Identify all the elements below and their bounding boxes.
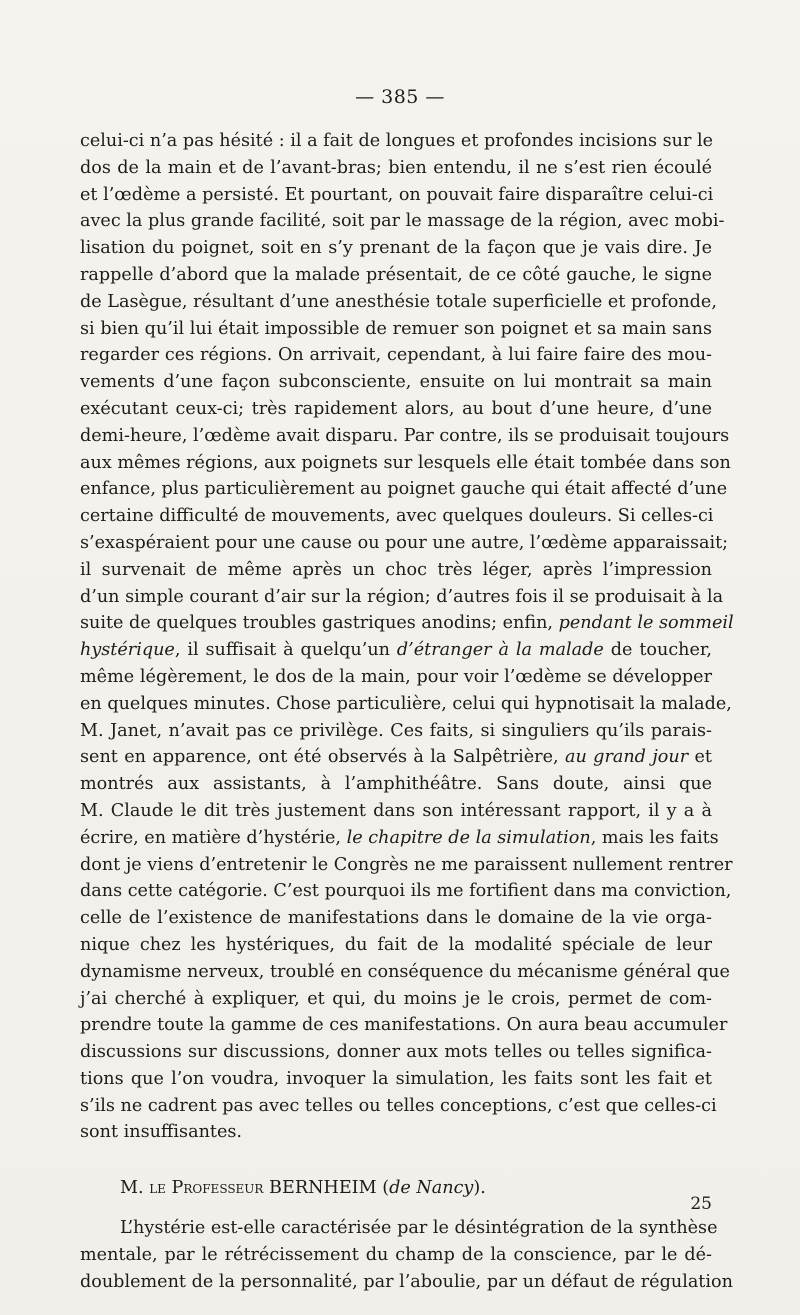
text-line: mentale, par le rétrécissement du champ de la conscience, par le dé- [80, 1244, 712, 1265]
text-line: tions que l’on voudra, invoquer la simulation, les faits sont les fait et [80, 1068, 712, 1089]
speaker-heading [80, 1175, 712, 1202]
italic-run: hystérique [80, 640, 175, 661]
text-run: de toucher, [603, 640, 712, 661]
text-line: enfance, plus particulièrement au poignet gauche qui était affecté d’une [80, 479, 728, 500]
text-run: suite de quelques troubles gastriques anodins; enfin, [80, 613, 559, 634]
text-line: nique chez les hystériques, du fait de la modalité spéciale de leur [80, 934, 712, 955]
text-line: d’un simple courant d’air sur la région; d’autres fois il se produisait à la [80, 586, 724, 607]
text-line: M. Janet, n’avait pas ce privilège. Ces faits, si singuliers qu’ils parais- [80, 720, 712, 741]
text-line: aux mêmes régions, aux poignets sur lesquels elle était tombée dans son [80, 452, 731, 473]
italic-run: pendant le sommeil [558, 613, 734, 634]
text-run: , il suffisait à quelqu’un [174, 640, 397, 661]
text-line: rappelle d’abord que la malade présentait, de ce côté gauche, le signe [80, 264, 712, 285]
text-line: regarder ces régions. On arrivait, cependant, à lui faire faire des mou- [80, 345, 712, 366]
text-line: si bien qu’il lui était impossible de remuer son poignet et sa main sans [80, 318, 712, 339]
text-line: avec la plus grande facilité, soit par le massage de la région, avec mobi- [80, 211, 725, 232]
text-line [80, 610, 734, 637]
text-run: sent en apparence, ont été observés à la Salpêtrière, [80, 747, 565, 768]
text-line: celui-ci n’a pas hésité : il a fait de longues et profondes incisions sur le [80, 131, 714, 151]
text-line: de Lasègue, résultant d’une anesthésie totale superficielle et profonde, [80, 291, 717, 312]
text-run: et [688, 747, 712, 768]
text-line: j’ai cherché à expliquer, et qui, du moins je le crois, permet de com- [80, 988, 712, 1009]
text-line: dynamisme nerveux, troublé en conséquence du mécanisme général que [80, 961, 730, 982]
italic-run: au grand jour [564, 747, 689, 768]
signature-mark: 25 [690, 1194, 712, 1214]
italic-run: le chapitre de la simulation [346, 827, 591, 848]
text-line: dos de la main et de l’avant-bras; bien entendu, il ne s’est rien écoulé [80, 157, 712, 178]
page-number-header: — 385 — [355, 86, 445, 108]
speaker-name: BERNHEIM ( [263, 1178, 390, 1199]
text-line: vements d’une façon subconsciente, ensuite on lui montrait sa main [80, 372, 712, 393]
italic-run: d’étranger à la malade [396, 640, 604, 661]
text-run: écrire, en matière d’hystérie, [80, 827, 347, 848]
text-line: dans cette catégorie. C’est pourquoi ils me fortifient dans ma conviction, [80, 881, 732, 902]
text-line [80, 825, 719, 852]
speaker-prefix: M. [120, 1178, 150, 1199]
text-line: celle de l’existence de manifestations dans le domaine de la vie orga- [80, 908, 712, 929]
text-line: L’hystérie est-elle caractérisée par le désintégration de la synthèse [120, 1218, 718, 1239]
text-line: il survenait de même après un choc très léger, après l’impression [80, 559, 712, 580]
text-line: M. Claude le dit très justement dans son intéressant rapport, il y a à [80, 800, 712, 821]
text-line: et l’œdème a persisté. Et pourtant, on pouvait faire disparaître celui-ci [80, 184, 714, 205]
text-line: doublement de la personnalité, par l’aboulie, par un défaut de régulation [80, 1271, 733, 1292]
speaker-close: ). [473, 1178, 486, 1199]
text-line: discussions sur discussions, donner aux mots telles ou telles significa- [80, 1042, 712, 1063]
text-line [80, 744, 712, 771]
text-line: certaine difficulté de mouvements, avec quelques douleurs. Si celles-ci [80, 506, 714, 527]
text-line: s’exaspéraient pour une cause ou pour une autre, l’œdème apparaissait; [80, 532, 729, 553]
text-line: s’ils ne cadrent pas avec telles ou telles conceptions, c’est que celles-ci [80, 1095, 717, 1116]
text-line: en quelques minutes. Chose particulière, celui qui hypnotisait la malade, [80, 693, 732, 714]
text-line [80, 637, 712, 664]
body-text [80, 128, 734, 1295]
text-line: montrés aux assistants, à l’amphithéâtre. Sans doute, ainsi que [80, 774, 712, 795]
text-line: demi-heure, l’œdème avait disparu. Par contre, ils se produisait toujours [80, 425, 730, 446]
text-line: dont je viens d’entretenir le Congrès ne me paraissent nullement rentrer [80, 854, 733, 875]
text-run: , mais les faits [590, 827, 719, 848]
speaker-place: de Nancy [389, 1178, 474, 1199]
text-line: exécutant ceux-ci; très rapidement alors, au bout d’une heure, d’une [80, 398, 712, 419]
text-line: prendre toute la gamme de ces manifestations. On aura beau accumuler [80, 1015, 728, 1036]
text-line: lisation du poignet, soit en s’y prenant de la façon que je vais dire. Je [80, 238, 712, 259]
text-line: sont insuffisantes. [80, 1122, 243, 1143]
text-line: même légèrement, le dos de la main, pour voir l’œdème se développer [80, 666, 712, 687]
speaker-title: le Professeur [149, 1178, 264, 1199]
